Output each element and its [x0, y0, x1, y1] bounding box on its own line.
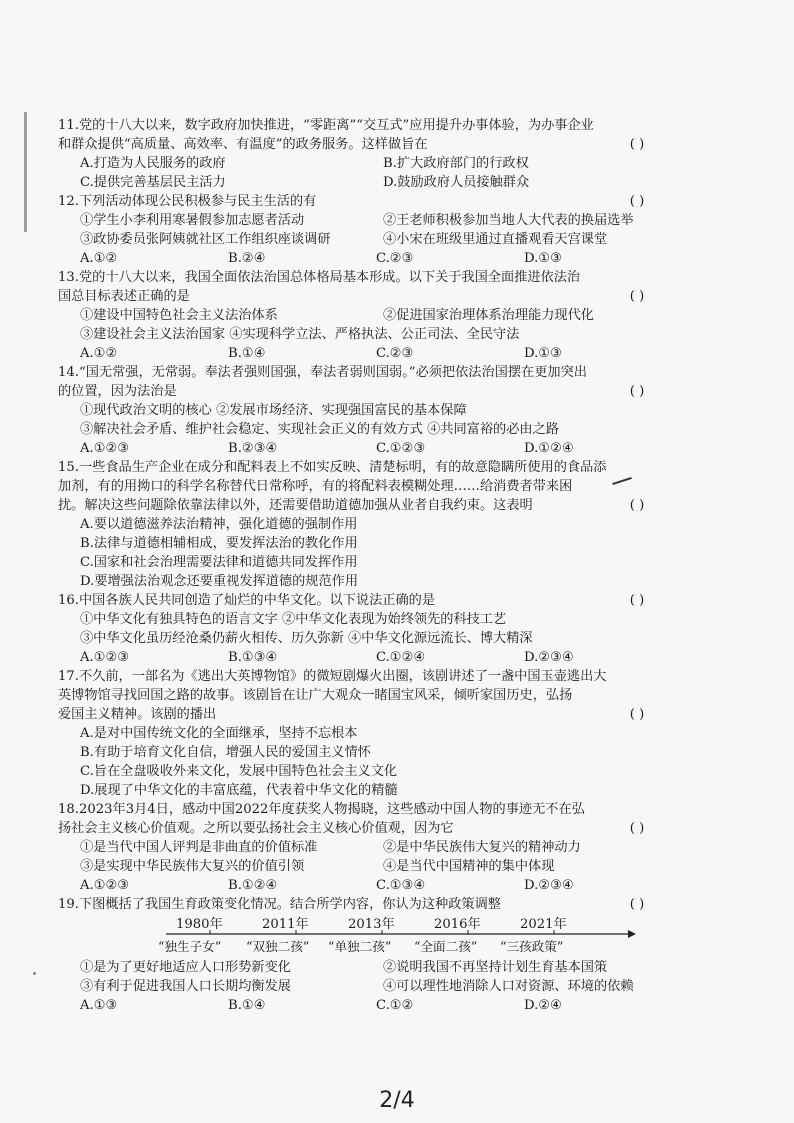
statement-row: [58, 977, 664, 996]
option-row: [58, 439, 664, 458]
timeline-arrowhead: [628, 930, 636, 938]
answer-blank[interactable]: ( ): [629, 289, 645, 304]
statement-item: ①建设中国特色社会主义法治体系: [80, 308, 278, 323]
policy-timeline: [58, 915, 664, 957]
binding-margin-line: [24, 112, 27, 232]
statement-item: ③建设社会主义法治国家 ④实现科学立法、严格执法、公正司法、全民守法: [80, 327, 520, 342]
answer-option[interactable]: D.①③: [524, 346, 562, 361]
timeline-year: 2021年: [520, 917, 567, 932]
answer-option[interactable]: D.②③④: [524, 878, 574, 893]
question-stem-line: 16.中国各族人民共同创造了灿烂的中华文化。以下说法正确的是 ( ): [58, 591, 664, 610]
question: [58, 268, 664, 363]
answer-option[interactable]: D.①③: [524, 251, 562, 266]
answer-blank[interactable]: ( ): [629, 593, 645, 608]
answer-option[interactable]: D.要增强法治观念还要重视发挥道德的规范作用: [80, 574, 359, 589]
answer-blank[interactable]: ( ): [629, 137, 645, 152]
answer-option[interactable]: C.①②④: [376, 650, 426, 665]
question-stem-line: 14.“国无常强，无常弱。奉法者强则国强，奉法者弱则国弱。”必须把依法治国摆在更加突出: [58, 365, 587, 380]
question-stem-line: 18.2023年3月4日，感动中国2022年度获奖人物揭晓，这些感动中国人物的事迹无不在弘: [58, 802, 585, 817]
statement-item: ②促进国家治理体系治理能力现代化: [383, 308, 594, 323]
answer-option[interactable]: B.①④: [228, 998, 266, 1013]
statement-row: [58, 211, 664, 230]
answer-option[interactable]: A.①②③: [80, 441, 130, 456]
statement-row: [58, 857, 664, 876]
question-stem-line: 12.下列活动体现公民积极参与民主生活的有 ( ): [58, 192, 664, 211]
statement-item: ④可以理性地消除人口对资源、环境的依赖: [383, 979, 634, 994]
statement-item: ④是当代中国精神的集中体现: [383, 859, 555, 874]
question-stem-line: 19.下图概括了我国生育政策变化情况。结合所学内容，你认为这种政策调整 ( ): [58, 895, 664, 914]
question: [58, 116, 664, 192]
option-row: [58, 173, 664, 192]
answer-option[interactable]: D.②④: [524, 998, 562, 1013]
question-list: [58, 116, 664, 1015]
statement-item: ①是为了更好地适应人口形势新变化: [80, 960, 291, 975]
statement-item: ②说明我国不再坚持计划生育基本国策: [383, 960, 608, 975]
statement-item: ②王老师积极参加当地人大代表的换届选举: [383, 213, 634, 228]
statement-row: [58, 958, 664, 977]
option-row: [58, 344, 664, 363]
statement-row: [58, 610, 664, 629]
statement-row: [58, 629, 664, 648]
answer-option[interactable]: A.是对中国传统文化的全面继承，坚持不忘根本: [80, 726, 358, 741]
statement-item: ③政协委员张阿姨就社区工作组织座谈调研: [80, 232, 331, 247]
question-stem-line: 加剂，有的用拗口的科学名称替代日常称呼，有的将配料表模糊处理……给消费者带来困: [58, 479, 573, 494]
answer-option[interactable]: C.②③: [376, 346, 414, 361]
statement-item: ③解决社会矛盾、维护社会稳定、实现社会正义的有效方式 ④共同富裕的必由之路: [80, 422, 559, 437]
answer-option[interactable]: B.有助于培育文化自信，增强人民的爱国主义情怀: [80, 745, 371, 760]
question: [58, 363, 664, 458]
option-row: [58, 996, 664, 1015]
statement-row: [58, 230, 664, 249]
statement-row: [58, 306, 664, 325]
answer-option[interactable]: C.①②: [376, 998, 414, 1013]
answer-blank[interactable]: ( ): [629, 897, 645, 912]
option-row: [58, 648, 664, 667]
question-stem-line: 15.一些食品生产企业在成分和配料表上不如实反映、清楚标明，有的故意隐瞒所使用的食品添: [58, 460, 607, 475]
question-stem-line: 英博物馆寻找回国之路的故事。该剧旨在让广大观众一睹国宝风采，倾听家国历史，弘扬: [58, 688, 573, 703]
answer-option[interactable]: C.提供完善基层民主活力: [80, 175, 226, 190]
timeline-year: 2011年: [262, 917, 309, 932]
statement-row: [58, 325, 664, 344]
answer-option[interactable]: B.②④: [228, 251, 266, 266]
answer-option[interactable]: A.要以道德滋养法治精神，强化道德的强制作用: [80, 517, 358, 532]
statement-item: ③有利于促进我国人口长期均衡发展: [80, 979, 291, 994]
statement-row: [58, 838, 664, 857]
question-stem-line: 扰。解决这些问题除依靠法律以外，还需要借助道德加强从业者自我约束。这表明 ( ): [58, 496, 664, 515]
answer-option[interactable]: B.①③④: [228, 650, 278, 665]
statement-item: ③中华文化虽历经沧桑仍薪火相传、历久弥新 ④中华文化源远流长、博大精深: [80, 631, 533, 646]
statement-item: ③是实现中华民族伟大复兴的价值引领: [80, 859, 305, 874]
statement-item: ②是中华民族伟大复兴的精神动力: [383, 840, 581, 855]
answer-option[interactable]: A.①②: [80, 346, 118, 361]
answer-option[interactable]: D.①②④: [524, 441, 574, 456]
question-stem-line: 的位置，因为法治是 ( ): [58, 382, 664, 401]
answer-option[interactable]: C.②③: [376, 251, 414, 266]
answer-option[interactable]: A.①②③: [80, 878, 130, 893]
answer-blank[interactable]: ( ): [629, 821, 645, 836]
timeline-year: 2016年: [434, 917, 481, 932]
question-stem-line: 和群众提供“高质量、高效率、有温度”的政务服务。这样做旨在 ( ): [58, 135, 664, 154]
answer-option[interactable]: D.鼓励政府人员接触群众: [383, 175, 530, 190]
scan-speck: [33, 972, 36, 975]
answer-option[interactable]: B.法律与道德相辅相成，要发挥法治的教化作用: [80, 536, 358, 551]
answer-option[interactable]: C.①③④: [376, 878, 426, 893]
answer-option[interactable]: C.①②③: [376, 441, 426, 456]
option-row: [58, 154, 664, 173]
answer-option[interactable]: B.①②④: [228, 878, 278, 893]
answer-option[interactable]: A.①②: [80, 251, 118, 266]
answer-option[interactable]: B.①④: [228, 346, 266, 361]
statement-item: ①学生小李利用寒暑假参加志愿者活动: [80, 213, 305, 228]
answer-blank[interactable]: ( ): [629, 194, 645, 209]
timeline-policy: “双独二孩”: [246, 939, 310, 954]
answer-blank[interactable]: ( ): [629, 498, 645, 513]
option-row: [58, 876, 664, 895]
answer-blank[interactable]: ( ): [629, 384, 645, 399]
answer-option[interactable]: B.②③④: [228, 441, 278, 456]
question: [58, 192, 664, 268]
statement-row: [58, 401, 664, 420]
answer-blank[interactable]: ( ): [629, 707, 645, 722]
timeline-year: 1980年: [176, 917, 223, 932]
statement-item: ④小宋在班级里通过直播观看天宫课堂: [383, 232, 608, 247]
answer-option[interactable]: C.国家和社会治理需要法律和道德共同发挥作用: [80, 555, 358, 570]
question: [58, 800, 664, 895]
page-number: 2/4: [379, 1088, 415, 1113]
timeline-policy: “全面二孩”: [414, 939, 478, 954]
answer-option[interactable]: C.旨在全盘吸收外来文化，发展中国特色社会主义文化: [80, 764, 398, 779]
question-stem-line: 国总目标表述正确的是 ( ): [58, 287, 664, 306]
answer-option[interactable]: B.扩大政府部门的行政权: [383, 156, 529, 171]
timeline-policy: “独生子女”: [158, 939, 222, 954]
option-row: [58, 249, 664, 268]
question: [58, 895, 664, 1015]
question: [58, 591, 664, 667]
answer-option[interactable]: A.打造为人民服务的政府: [80, 156, 226, 171]
question-stem-line: 17.不久前，一部名为《逃出大英博物馆》的微短剧爆火出圈，该剧讲述了一盏中国玉壶逃出大: [58, 669, 607, 684]
question-stem-line: 13.党的十八大以来，我国全面依法治国总体格局基本形成。以下关于我国全面推进依法治: [58, 270, 581, 285]
statement-row: [58, 420, 664, 439]
answer-option[interactable]: A.①③: [80, 998, 118, 1013]
statement-item: ①中华文化有独具特色的语言文字 ②中华文化表现为始终领先的科技工艺: [80, 612, 507, 627]
question: [58, 458, 664, 591]
answer-option[interactable]: D.②③④: [524, 650, 574, 665]
question-stem-line: 扬社会主义核心价值观。之所以要弘扬社会主义核心价值观，因为它 ( ): [58, 819, 664, 838]
statement-item: ①是当代中国人评判是非曲直的价值标准: [80, 840, 318, 855]
answer-option[interactable]: D.展现了中华文化的丰富底蕴，代表着中华文化的精髓: [80, 783, 398, 798]
question-stem-line: 爱国主义精神。该剧的播出 ( ): [58, 705, 664, 724]
question: [58, 667, 664, 800]
statement-item: ①现代政治文明的核心 ②发展市场经济、实现强国富民的基本保障: [80, 403, 467, 418]
timeline-policy: “三孩政策”: [500, 939, 564, 954]
answer-option[interactable]: A.①②③: [80, 650, 130, 665]
timeline-year: 2013年: [348, 917, 395, 932]
timeline-policy: “单独二孩”: [328, 939, 392, 954]
question-stem-line: 11.党的十八大以来，数字政府加快推进，“零距离”“交互式”应用提升办事体验，为办事企业: [58, 118, 594, 133]
